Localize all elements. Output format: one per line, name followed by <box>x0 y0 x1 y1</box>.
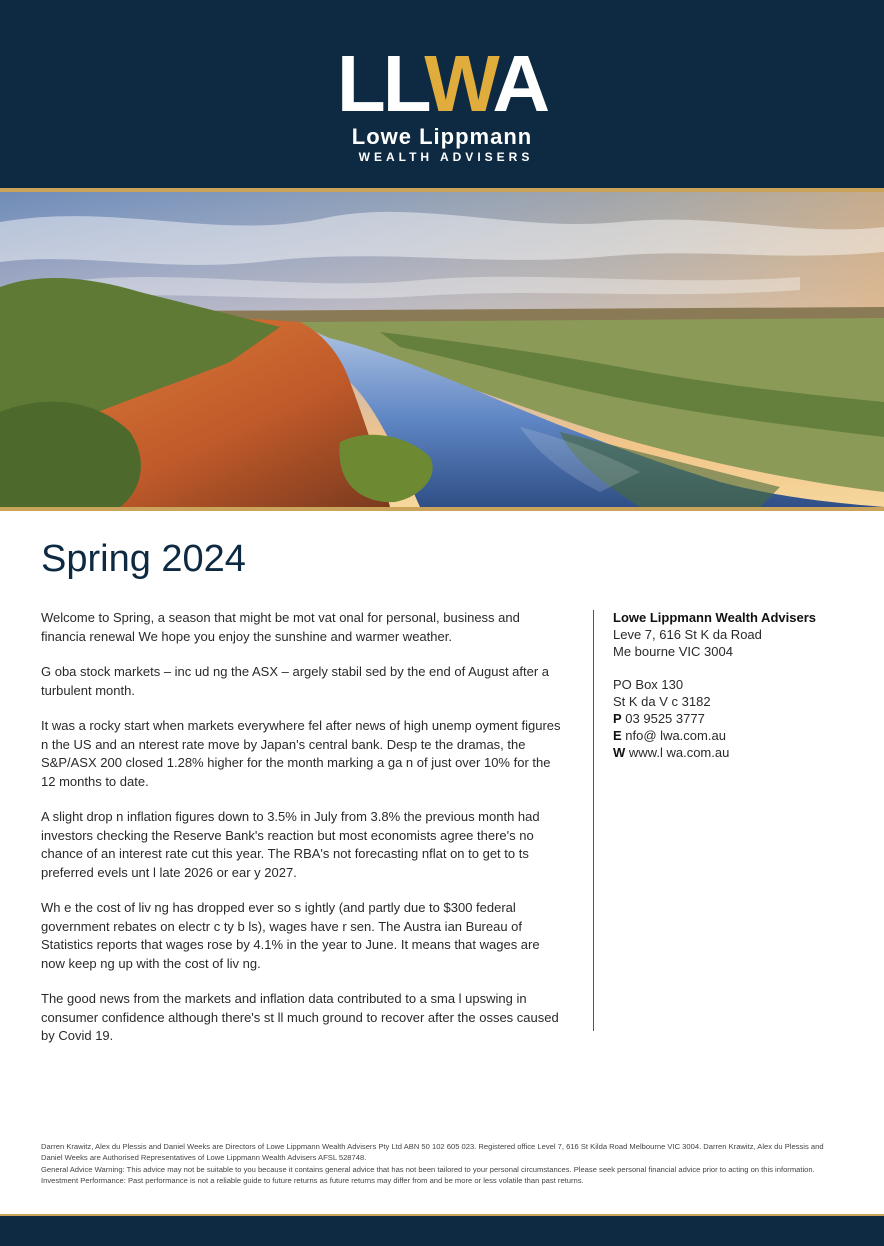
llwa-logo <box>0 39 884 128</box>
disclaimer <box>41 1141 841 1186</box>
contact-block <box>613 609 873 761</box>
column-divider <box>593 610 594 1031</box>
contact-company: Lowe Lippmann Wealth Advisers <box>613 610 816 625</box>
paragraph: Welcome to Spring, a season that might be mot vat onal for personal, business and financia renewal We hope you enjoy the sunshine and warmer weather. <box>41 610 520 644</box>
phone-value: 03 9525 3777 <box>625 711 705 726</box>
gold-rule-hero <box>0 507 884 511</box>
logo-company-name: Lowe Lippmann <box>351 124 533 149</box>
masthead <box>0 0 884 188</box>
contact-address-line: Leve 7, 616 St K da Road <box>613 627 762 642</box>
paragraph: The good news from the markets and inflation data contributed to a sma l upswing in consumer confidence although there's st ll much ground to recover after the osses caused by Covid 19. <box>41 991 559 1043</box>
logo-letter-right: A <box>492 39 548 128</box>
contact-pobox-line: St K da V c 3182 <box>613 694 711 709</box>
disclaimer-paragraph: Darren Krawitz, Alex du Plessis and Daniel Weeks are Directors of Lowe Lippmann Wealth Advisers Pty Ltd ABN 50 102 605 023. Registered office Level 7, 616 St Kilda Road Melbourne VIC 3004. Darren Krawitz, Alex du Plessis and Daniel Weeks are Authorised Representatives of Lowe Lippmann Wealth Advisers AFSL 528748. <box>41 1142 824 1163</box>
paragraph: It was a rocky start when markets everywhere fel after news of high unemp oyment figures n the US and an nterest rate move by Japan's central bank. Desp te the dramas, the S&P/ASX 200 closed 1.28% higher for the month marking a ga n of just over 10% for the 12 months to date. <box>41 718 561 789</box>
contact-pobox-line: PO Box 130 <box>613 677 684 692</box>
disclaimer-paragraph: General Advice Warning: This advice may not be suitable to you because it contains general advice that has not been tailored to your personal circumstances. Please seek personal financial advice prior to acting on this information. Investment Performance: Past performance is not a reliable guide to future returns as future returns may differ from and be more or less volatile than past returns. <box>41 1164 815 1185</box>
footer-band <box>0 1216 884 1246</box>
contact-address-line: Me bourne VIC 3004 <box>613 644 733 659</box>
newsletter-body <box>41 609 566 1063</box>
contact-web[interactable] <box>613 744 873 761</box>
logo-letter-gold: W <box>424 39 493 128</box>
phone-label: P <box>613 711 622 726</box>
contact-phone <box>613 710 873 727</box>
email-label: E <box>613 728 622 743</box>
logo-tagline: WEALTH ADVISERS <box>358 150 534 164</box>
paragraph: Wh e the cost of liv ng has dropped ever so s ightly (and partly due to $300 federal government rebates on electr c ty b ls), wages have r sen. The Austra ian Bureau of Statistics reports that wages rose by 4.1% in the year to June. It means that wages are now keep ng up with the cost of liv ng. <box>41 900 540 971</box>
web-label: W <box>613 745 626 760</box>
paragraph: G oba stock markets – inc ud ng the ASX – argely stabil sed by the end of August after a turbulent month. <box>41 664 550 698</box>
paragraph: A slight drop n inflation figures down to 3.5% in July from 3.8% the previous month had investors checking the Reserve Bank's reaction but most economists agree there's no chance of an interest rate cut this year. The RBA's not forecasting nflat on to get to ts preferred evels unt l late 2026 or ear y 2027. <box>41 809 540 880</box>
page-title: Spring 2024 <box>41 538 246 580</box>
contact-email[interactable] <box>613 727 873 744</box>
email-value[interactable]: nfo@ lwa.com.au <box>625 728 726 743</box>
spacer <box>613 660 873 676</box>
web-value[interactable]: www.l wa.com.au <box>628 745 730 760</box>
river-landscape-image <box>0 192 884 507</box>
logo-letters-left: LL <box>336 39 425 128</box>
